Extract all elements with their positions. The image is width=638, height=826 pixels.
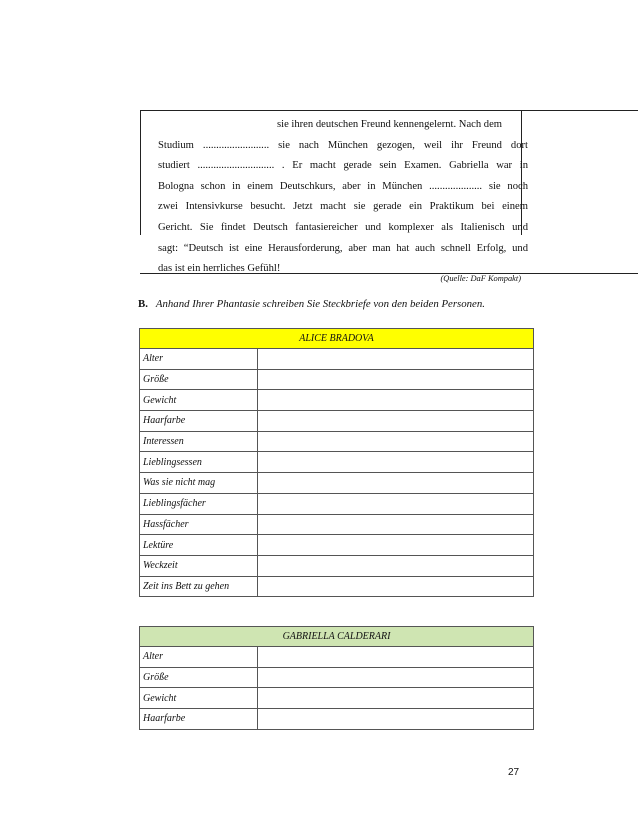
field-answer-cell[interactable] <box>258 688 534 709</box>
field-answer-cell[interactable] <box>258 555 534 576</box>
field-answer-cell[interactable] <box>258 709 534 730</box>
table-row <box>140 688 534 709</box>
field-answer-cell[interactable] <box>258 431 534 452</box>
table-row <box>140 473 534 494</box>
task-instruction <box>138 298 485 310</box>
table-row <box>140 535 534 556</box>
field-label: Lieblingsessen <box>140 452 258 473</box>
story-text <box>158 115 528 280</box>
table-row <box>140 555 534 576</box>
profile-table-alice <box>139 328 534 597</box>
task-letter: B. <box>138 298 148 310</box>
box-border-left <box>140 111 141 235</box>
story-line: sagt: “Deutsch ist eine Herausforderung, aber man hat auch schnell Erfolg, und <box>158 242 528 254</box>
field-answer-cell[interactable] <box>258 390 534 411</box>
field-answer-cell[interactable] <box>258 369 534 390</box>
profile-name-header: GABRIELLA CALDERARI <box>140 627 534 647</box>
field-label: Haarfarbe <box>140 411 258 432</box>
story-line: studiert ............................. . Er macht gerade sein Examen. Gabriella war in <box>158 160 528 172</box>
field-label: Was sie nicht mag <box>140 473 258 494</box>
field-label: Weckzeit <box>140 555 258 576</box>
table-row <box>140 493 534 514</box>
field-answer-cell[interactable] <box>258 535 534 556</box>
story-line: das ist ein herrliches Gefühl! <box>158 263 281 275</box>
table-row <box>140 514 534 535</box>
source-citation: (Quelle: DaF Kompakt) <box>440 274 521 283</box>
field-answer-cell[interactable] <box>258 473 534 494</box>
profile-name-header: ALICE BRADOVA <box>140 329 534 349</box>
story-line: Bologna schon in einem Deutschkurs, aber in München .................... sie noch <box>158 180 528 192</box>
table-row <box>140 667 534 688</box>
field-label: Lektüre <box>140 535 258 556</box>
table-row <box>140 390 534 411</box>
page-number: 27 <box>508 767 520 778</box>
task-text: Anhand Ihrer Phantasie schreiben Sie Steckbriefe von den beiden Personen. <box>155 298 485 310</box>
field-label: Interessen <box>140 431 258 452</box>
profile-table-gabriella <box>139 626 534 730</box>
table-row <box>140 576 534 597</box>
field-answer-cell[interactable] <box>258 514 534 535</box>
field-label: Haarfarbe <box>140 709 258 730</box>
field-answer-cell[interactable] <box>258 452 534 473</box>
story-line: Studium ......................... sie nach München gezogen, weil ihr Freund dort <box>158 139 528 151</box>
story-line: zwei Intensivkurse besucht. Jetzt macht sie gerade ein Praktikum bei einem <box>158 201 528 213</box>
field-label: Alter <box>140 349 258 370</box>
story-line: sie ihren deutschen Freund kennengelernt. Nach dem <box>277 119 503 130</box>
field-answer-cell[interactable] <box>258 349 534 370</box>
field-label: Hassfächer <box>140 514 258 535</box>
table-row <box>140 452 534 473</box>
table-row <box>140 411 534 432</box>
field-answer-cell[interactable] <box>258 576 534 597</box>
field-label: Gewicht <box>140 688 258 709</box>
field-label: Größe <box>140 667 258 688</box>
field-answer-cell[interactable] <box>258 667 534 688</box>
table-row <box>140 431 534 452</box>
table-row <box>140 647 534 668</box>
reading-text-box <box>140 110 638 274</box>
field-answer-cell[interactable] <box>258 493 534 514</box>
story-line: Gericht. Sie findet Deutsch fantasiereicher und komplexer als Italienisch und <box>158 221 528 233</box>
field-label: Zeit ins Bett zu gehen <box>140 576 258 597</box>
field-label: Größe <box>140 369 258 390</box>
field-answer-cell[interactable] <box>258 411 534 432</box>
field-answer-cell[interactable] <box>258 647 534 668</box>
field-label: Gewicht <box>140 390 258 411</box>
field-label: Lieblingsfächer <box>140 493 258 514</box>
table-row <box>140 709 534 730</box>
field-label: Alter <box>140 647 258 668</box>
table-row <box>140 369 534 390</box>
table-row <box>140 349 534 370</box>
